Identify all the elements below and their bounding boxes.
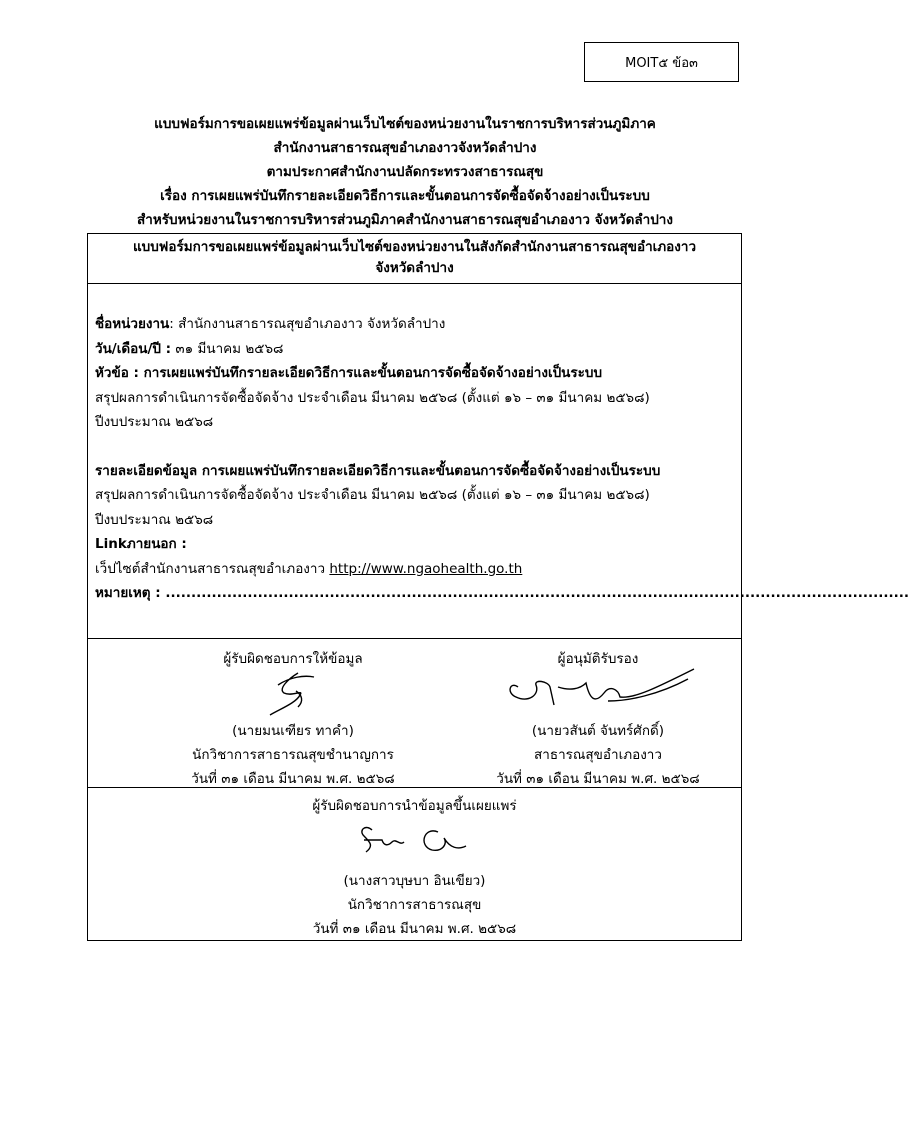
approver-position: สาธารณสุขอำเภองาว xyxy=(534,747,662,763)
header-line: แบบฟอร์มการขอเผยแพร่ข้อมูลผ่านเว็บไซต์ของหน่วยงานในราชการบริหารส่วนภูมิภาค xyxy=(154,116,656,132)
provider-date: วันที่ ๓๑ เดือน มีนาคม พ.ศ. ๒๕๖๘ xyxy=(191,771,395,787)
info-section xyxy=(88,284,909,639)
provider-name: (นายมนเฑียร ทาคำ) xyxy=(232,723,354,739)
subject-line: หัวข้อ : การเผยแพร่บันทึกรายละเอียดวิธีการและขั้นตอนการจัดซื้อจัดจ้างอย่างเป็นระบบ xyxy=(95,365,603,381)
unit-label: ชื่อหน่วยงาน xyxy=(95,316,170,332)
header-line: เรื่อง การเผยแพร่บันทึกรายละเอียดวิธีการและขั้นตอนการจัดซื้อจัดจ้างอย่างเป็นระบบ xyxy=(160,188,650,204)
publisher-label: ผู้รับผิดชอบการนำข้อมูลขึ้นเผยแพร่ xyxy=(312,798,517,814)
website-link[interactable]: http://www.ngaohealth.go.th xyxy=(329,560,523,577)
publisher-name: (นางสาวบุษบา อินเขียว) xyxy=(343,873,486,889)
summary-line: สรุปผลการดำเนินการจัดซื้อจัดจ้าง ประจำเดือน มีนาคม ๒๕๖๘ (ตั้งแต่ ๑๖ – ๓๑ มีนาคม ๒๕๖๘) xyxy=(95,389,650,406)
website-label: เว็ปไซต์สำนักงานสาธารณสุขอำเภองาว xyxy=(95,560,330,577)
publisher-signature-icon xyxy=(88,816,743,870)
signature-row xyxy=(88,639,741,788)
table-title-line2: จังหวัดลำปาง xyxy=(375,260,454,276)
header-line: สำหรับหน่วยงานในราชการบริหารส่วนภูมิภาคสำนักงานสาธารณสุขอำเภองาว จังหวัดลำปาง xyxy=(137,212,673,228)
website-line xyxy=(95,557,734,582)
form-table xyxy=(87,233,909,941)
details-line: รายละเอียดข้อมูล การเผยแพร่บันทึกรายละเอียดวิธีการและขั้นตอนการจัดซื้อจัดจ้างอย่างเป็นระบบ xyxy=(95,462,661,479)
details-budget-year-line: ปีงบประมาณ ๒๕๖๘ xyxy=(95,511,214,528)
external-link-label: Linkภายนอก : xyxy=(95,536,187,552)
unit-value: : สำนักงานสาธารณสุขอำเภองาว จังหวัดลำปาง xyxy=(169,316,446,332)
document-header xyxy=(60,112,750,232)
header-line: ตามประกาศสำนักงานปลัดกระทรวงสาธารณสุข xyxy=(266,164,544,180)
details-summary-line: สรุปผลการดำเนินการจัดซื้อจัดจ้าง ประจำเดือน มีนาคม ๒๕๖๘ (ตั้งแต่ ๑๖ – ๓๑ มีนาคม ๒๕๖๘) xyxy=(95,487,650,503)
date-line xyxy=(95,337,734,362)
table-title-row xyxy=(88,234,741,284)
unit-line xyxy=(95,312,734,337)
date-value: ๓๑ มีนาคม ๒๕๖๘ xyxy=(171,340,284,357)
table-title-line1: แบบฟอร์มการขอเผยแพร่ข้อมูลผ่านเว็บไซต์ของหน่วยงานในสังกัดสำนักงานสาธารณสุขอำเภองาว xyxy=(132,239,697,255)
approver-date: วันที่ ๓๑ เดือน มีนาคม พ.ศ. ๒๕๖๘ xyxy=(496,771,700,787)
document-code: MOIT๕ ข้อ๓ xyxy=(625,55,698,71)
approver-signature-icon xyxy=(458,665,738,719)
approver-label: ผู้อนุมัติรับรอง xyxy=(557,651,639,667)
publisher-row xyxy=(88,788,741,940)
document-code-box xyxy=(584,42,739,82)
approver-name: (นายวสันต์ จันทร์ศักดิ์) xyxy=(531,723,665,739)
budget-year-line: ปีงบประมาณ ๒๕๖๘ xyxy=(95,414,214,430)
header-line: สำนักงานสาธารณสุขอำเภองาวจังหวัดลำปาง xyxy=(273,140,537,156)
publisher-date: วันที่ ๓๑ เดือน มีนาคม พ.ศ. ๒๕๖๘ xyxy=(312,921,517,937)
provider-position: นักวิชาการสาธารณสุขชำนาญการ xyxy=(192,747,394,763)
remark-line: หมายเหตุ : ................................................................................................................................................. xyxy=(95,585,909,601)
date-label: วัน/เดือน/ปี : xyxy=(95,340,172,357)
provider-signature-icon xyxy=(128,665,458,719)
provider-label: ผู้รับผิดชอบการให้ข้อมูล xyxy=(223,651,363,667)
publisher-position: นักวิชาการสาธารณสุข xyxy=(347,897,482,913)
